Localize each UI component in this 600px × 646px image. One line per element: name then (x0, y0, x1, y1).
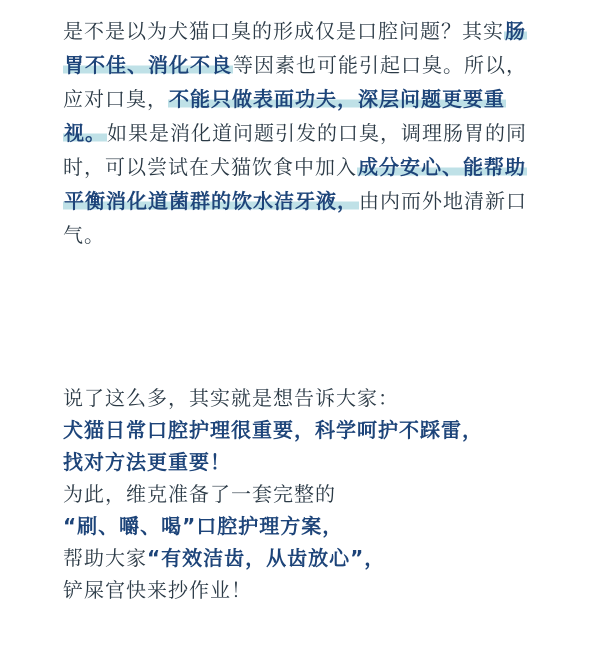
summary-line-5: “刷、嚼、喝”口腔护理方案， (63, 514, 344, 538)
intro-text-1: 是不是以为犬猫口臭的形成仅是口腔问题？其实 (63, 19, 504, 43)
summary-paragraph (63, 382, 543, 606)
highlight-gut-issue: 肠胃不佳、消化不良 (64, 19, 526, 77)
summary-line-1: 说了这么多，其实就是想告诉大家： (63, 386, 399, 410)
highlight-water-additive: 成分安心、能帮助平衡消化道菌群的饮水洁牙液， (64, 155, 526, 213)
intro-text-3: 如果是消化道问题引发的口臭，调理肠胃的同时，可以尝试在犬猫饮食中加入 (63, 121, 527, 179)
summary-line-2: 犬猫日常口腔护理很重要，科学呵护不踩雷， (63, 418, 483, 442)
intro-paragraph (63, 14, 543, 252)
intro-text-2: 等因素也可能引起口臭。所以，应对口臭， (63, 53, 527, 111)
highlight-deep-issue: 不能只做表面功夫，深层问题更要重视。 (64, 87, 505, 145)
summary-slogan: “有效洁齿，从齿放心” (147, 546, 365, 570)
summary-line-7: 铲屎官快来抄作业！ (63, 578, 252, 602)
summary-line-6 (63, 542, 543, 574)
summary-line-3: 找对方法更重要！ (63, 450, 231, 474)
summary-line-6-suffix: ， (364, 546, 386, 570)
intro-text-4: 由内而外地清新口气。 (63, 189, 527, 247)
summary-line-6-prefix: 帮助大家 (63, 546, 147, 570)
summary-line-4: 为此，维克准备了一套完整的 (63, 482, 336, 506)
